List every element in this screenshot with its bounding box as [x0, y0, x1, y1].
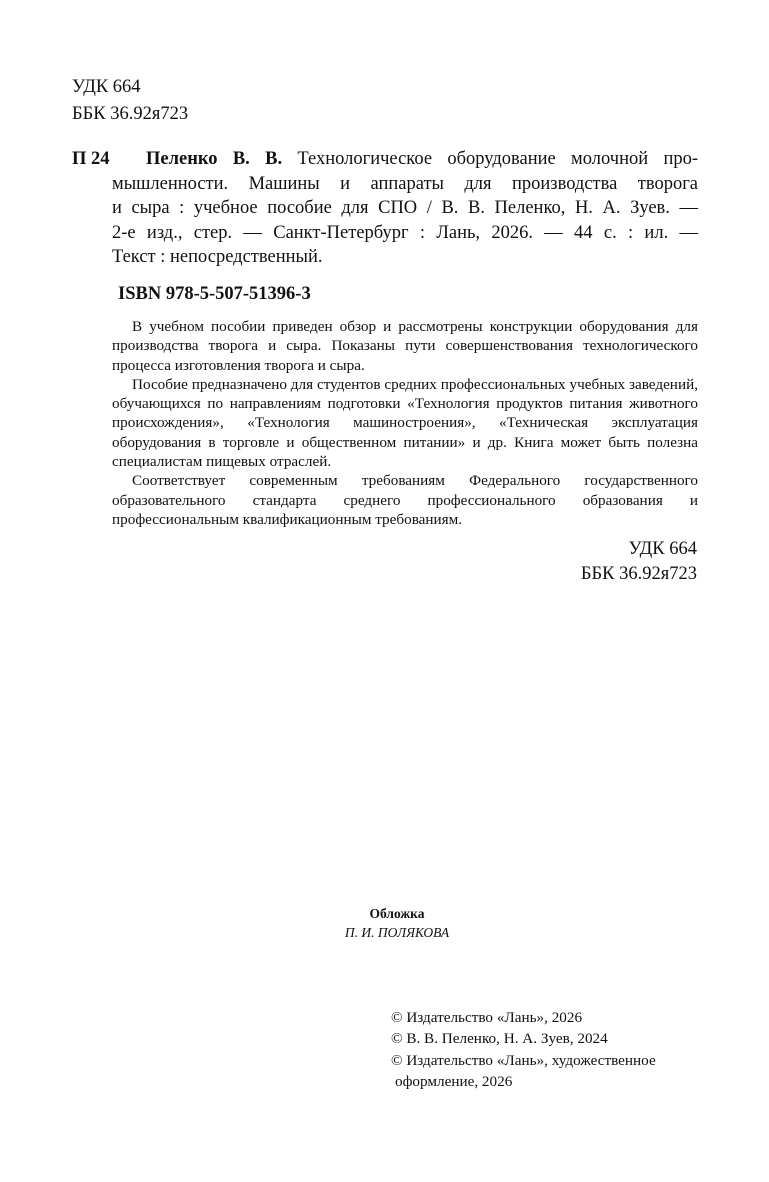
entry-line-1: [146, 147, 698, 172]
cover-credit: [0, 904, 769, 942]
entry-line-4: 2-е изд., стер. — Санкт-Петербург : Лань, 2026. — 44 с. : ил. —: [112, 222, 698, 243]
copyright-line: © Издательство «Лань», художественное: [391, 1051, 656, 1069]
bbk-code: ББК 36.92я723: [72, 104, 189, 124]
annotation-paragraph: Соответствует современным требованиям Федерального государственного образовательного стандарта среднего профессионального образования и профессиональным квалификационным требованиям.: [112, 472, 698, 528]
entry-line-2: мышленности. Машины и аппараты для производства творога: [112, 173, 698, 194]
annotation-paragraph: В учебном пособии приведен обзор и рассмотрены конструкции оборудования для производства творога и сыра. Показаны пути совершенствования технологического процесса изготовления творога и сыра.: [112, 318, 698, 374]
copyright-line: © Издательство «Лань», 2026: [391, 1009, 583, 1026]
entry-title-start: Технологическое оборудование молочной про-: [297, 149, 699, 169]
annotation-paragraph: Пособие предназначено для студентов средних профессиональных учебных заведений, обучающихся по направлениям подготовки «Технология продуктов питания животного происхождения», «Технология машиностроения», «Техническая эксплуатация оборудования в торговле и общественном питании» и др. Книга может быть полезна специалистам пищевых отраслей.: [112, 375, 698, 471]
entry-author: Пеленко В. В.: [146, 149, 283, 169]
entry-line-3: и сыра : учебное пособие для СПО / В. В. Пеленко, Н. А. Зуев. —: [112, 198, 698, 218]
bibliographic-description: [146, 147, 698, 172]
udk-code-footer: УДК 664: [628, 539, 697, 559]
classification-header: [72, 74, 188, 128]
bibliographic-entry: [72, 147, 698, 270]
entry-line-5: Текст : непосредственный.: [112, 247, 323, 267]
copyright-line-continuation: оформление, 2026: [395, 1072, 513, 1090]
isbn: ISBN 978-5-507-51396-3: [118, 284, 311, 304]
author-mark: П 24: [72, 149, 110, 169]
annotation: [112, 317, 698, 529]
copyright-block: [391, 1007, 711, 1092]
bbk-code-footer: ББК 36.92я723: [580, 564, 697, 584]
classification-footer: [581, 537, 697, 587]
cover-label: Обложка: [369, 906, 425, 921]
copyright-line: © В. В. Пеленко, Н. А. Зуев, 2024: [391, 1030, 608, 1048]
cover-designer: П. И. ПОЛЯКОВА: [344, 925, 450, 940]
udk-code: УДК 664: [72, 77, 141, 97]
